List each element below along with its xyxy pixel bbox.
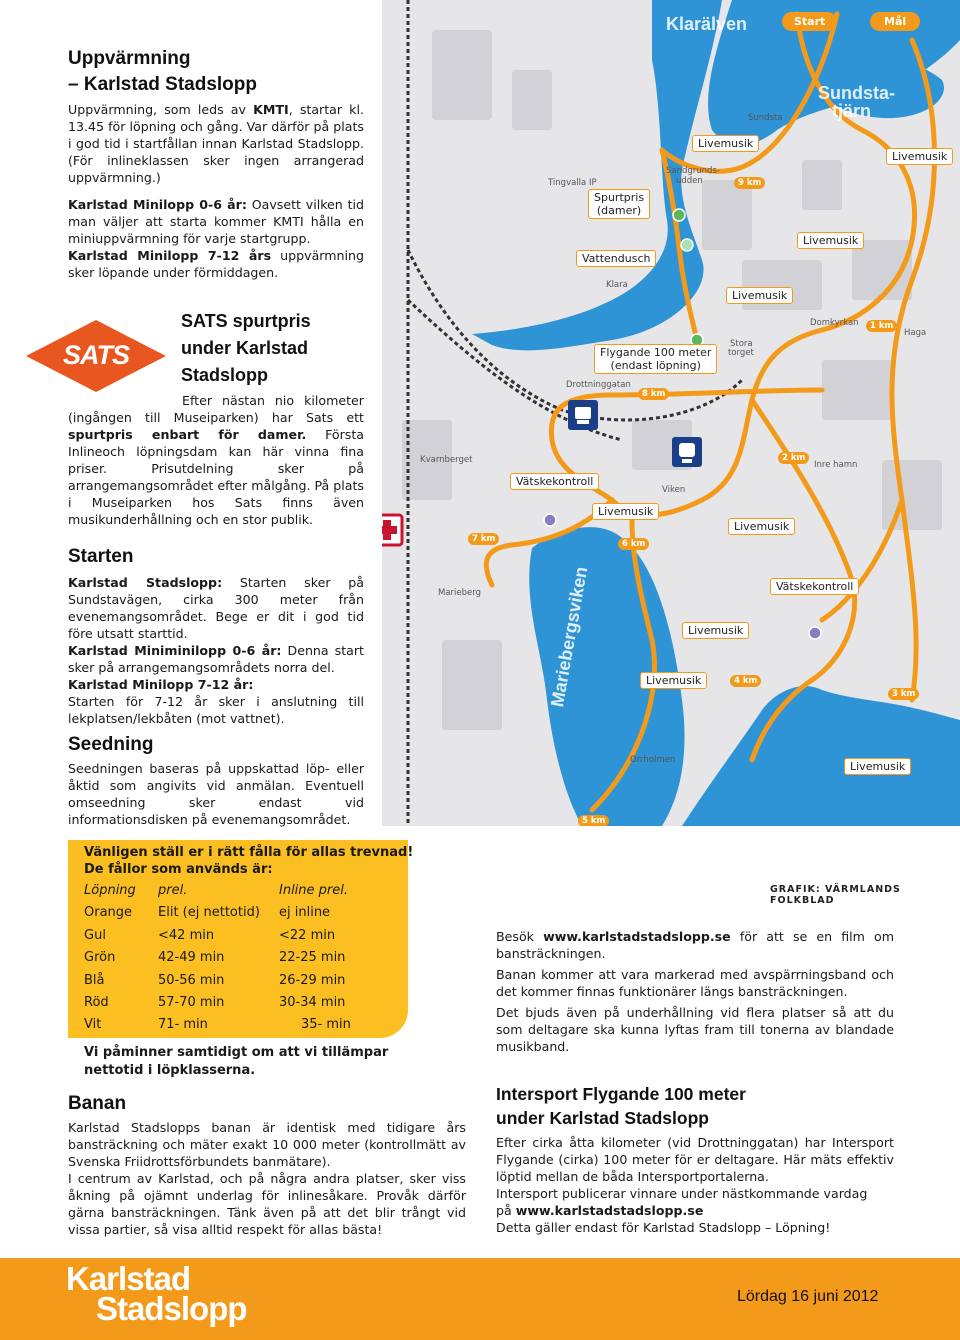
table-row [84,902,384,924]
seeding-section [68,733,364,828]
course-title: Banan [68,1093,127,1114]
table-cell: 22-25 min [279,950,346,965]
table-cell: 42-49 min [158,950,225,965]
water-label-klaralven: Klarälven [666,14,748,34]
place-sandgrund-1: Sandgrunds- [666,166,720,176]
intersport-title-1: Intersport Flygande 100 meter [496,1084,746,1104]
place-sandgrundsudden [666,166,720,186]
table-row [84,925,384,947]
footer-logo [66,1260,247,1327]
course-paragraph-1: Karlstad Stadslopps banan är identisk med tidigare års bansträckning och mäter exakt 10 000 meter (kontrollmätt av Svenska Friidrottsförbundets banmätare). [68,1120,466,1169]
label-livemusik: Livemusik [844,758,911,775]
label-livemusik: Livemusik [592,503,659,520]
seeding-title: Seedning [68,734,154,755]
sats-title-3: Stadslopp [181,365,269,385]
intersport-section [496,1082,894,1236]
first-aid-icon [382,515,402,545]
warmup-title-2: – Karlstad Stadslopp [68,74,257,95]
label-livemusik: Livemusik [692,135,759,152]
place-stora-1: Stora [730,339,753,349]
start-paragraph-3: Karlstad Minilopp 7-12 år: Starten för 7-12 år sker i anslutning till lekplatsen/lekbåten (mot vattnet). [68,677,364,726]
label-flygande [594,344,717,374]
info-paragraph-1: Besök www.karlstadstadslopp.se för att se en film om bansträckningen. [496,929,895,961]
bus-icon [568,400,598,430]
corral-intro [84,844,413,878]
header-prel: prel. [158,883,188,898]
course-section [68,1092,466,1238]
place-stora-torget [728,340,754,358]
place-kvarnberget: Kvarnberget [420,455,473,465]
km-marker-2: 2 km [778,452,809,464]
warmup-paragraph-2: Karlstad Minilopp 0-6 år: Oavsett vilken tid man väljer att starta kommer KMTI hålla en miniuppvärmning för varje startgrupp. [68,197,364,246]
corral-table [84,880,384,1040]
label-flygande-2: (endast löpning) [610,359,701,372]
sats-section [68,392,364,528]
label-spurtpris-2: (damer) [596,204,642,217]
footer-logo-line-2: Stadslopp [96,1290,247,1327]
km-marker-3: 3 km [888,688,919,700]
table-cell: <42 min [158,927,215,943]
km-marker-7: 7 km [468,533,499,545]
sats-title [181,308,371,389]
place-orrholmen: Orrholmen [630,755,676,765]
seeding-paragraph: Seedningen baseras på uppskattad löp- eller åktid som angivits vid anmälan. Eventuell omseedning sker endast vid informationsdisken på evenemangsområdet. [68,761,364,827]
table-cell: Orange [84,905,133,920]
place-viken: Viken [662,485,686,495]
water-label-mariebergsviken: Mariebergsviken [547,565,592,709]
table-cell: <22 min [279,927,336,943]
km-marker-1: 1 km [866,320,897,332]
place-domkyrkan: Domkyrkan [810,318,859,328]
map-graphics [382,0,960,826]
water-label-tjarn: tjärn [832,101,872,121]
course-paragraph-2: I centrum av Karlstad, och på några andra platser, sker viss åkning på ojämnt underlag för inlinesåkare. Provåk därför gärna bansträckningen. Tänk även på att det blir trångt vid vissa partier, så visa alltid respekt för allas bästa! [68,1171,466,1237]
intersport-paragraph: Efter cirka åtta kilometer (vid Drottninggatan) har Intersport Flygande (cirka) 100 meter för er deltagare. Här mäts effektiv löptid mellan de båda Intersportportalerna. [496,1135,894,1184]
sats-logo-text: SATS [62,340,129,370]
table-cell: Vit [84,1017,102,1032]
warmup-paragraph-3: Karlstad Minilopp 7-12 års uppvärmning sker löpande under förmiddagen. [68,248,364,280]
start-section [68,545,364,727]
place-haga: Haga [904,328,927,338]
table-row [84,992,384,1014]
label-livemusik: Livemusik [726,287,793,304]
table-row [84,1014,384,1036]
label-livemusik: Livemusik [728,518,795,535]
table-cell: 71- min [158,1017,208,1032]
label-spurtpris [588,189,650,219]
table-cell: Gul [84,927,106,943]
km-marker-9: 9 km [734,177,765,189]
label-vattendusch: Vattendusch [576,250,656,267]
shower-icon [672,437,702,467]
water-label-sundsta: Sundsta- [818,83,896,103]
footer-date: Lördag 16 juni 2012 [737,1288,879,1305]
website-link[interactable]: www.karlstadstadslopp.se [543,929,731,944]
place-sundsta: Sundsta [748,113,783,123]
table-cell: 50-56 min [158,972,225,988]
info-paragraph-3: Det bjuds även på underhållning vid flera platser så att du som deltagare ska kunna lyftas fram till tonerna av blandade musikband. [496,1005,894,1054]
km-marker-8: 8 km [638,388,669,400]
intersport-website: på www.karlstadstadslopp.se [496,1203,704,1218]
header-inline: Inline prel. [279,883,349,898]
label-vatskekontroll: Vätskekontroll [770,578,859,595]
table-row [84,947,384,969]
place-klara: Klara [606,280,628,290]
label-livemusik: Livemusik [886,148,953,165]
label-flygande-1: Flygande 100 meter [600,346,712,359]
place-inre-hamn: Inre hamn [814,460,858,470]
table-cell: 57-70 min [158,995,225,1010]
label-vatskekontroll: Vätskekontroll [510,473,599,490]
intersport-title-2: under Karlstad Stadslopp [496,1108,709,1128]
intersport-note: Detta gäller endast för Karlstad Stadslopp – Löpning! [496,1220,831,1235]
warmup-paragraph-1: Uppvärmning, som leds av KMTI, startar kl. 13.45 för löpning och gång. Var därför på plats i god tid i startfållan innan Karlstad Stadslopp. (För inlineklassen sker ingen arrangerad uppvärmning.) [68,102,364,185]
table-row [84,970,384,992]
warmup-section [68,46,364,281]
corral-intro-1: Vänligen ställ er i rätt fålla för allas trevnad! [84,845,414,860]
place-drottninggatan: Drottninggatan [566,380,631,390]
km-marker-6: 6 km [618,538,649,550]
place-sandgrund-2: udden [676,176,703,186]
info-paragraph-2: Banan kommer att vara markerad med avspärrningsband och det kommer finnas funktionärer längs bansträckningen. [496,967,894,999]
label-livemusik: Livemusik [682,622,749,639]
table-cell: Elit (ej nettotid) [158,905,260,920]
table-cell: ej inline [279,905,331,920]
warmup-title-1: Uppvärmning [68,48,191,69]
start-marker: Start [782,12,837,31]
sats-logo [22,316,170,396]
table-cell: Röd [84,995,109,1010]
label-spurtpris-1: Spurtpris [594,191,645,204]
graphics-credit: GRAFIK: VÄRMLANDS FOLKBLAD [770,884,901,906]
place-tingvalla: Tingvalla IP [548,178,597,188]
table-cell: 30-34 min [279,995,346,1010]
corral-intro-2: De fållor som används är: [84,862,273,877]
table-cell: 26-29 min [279,972,346,988]
table-cell: Grön [84,950,116,965]
km-marker-4: 4 km [730,675,761,687]
footer-logo-line-1: Karlstad [66,1260,191,1297]
label-livemusik: Livemusik [797,232,864,249]
goal-marker: Mål [870,12,920,31]
water-label-sundstatjarn [818,84,895,120]
sats-title-2: under Karlstad [181,338,309,358]
start-title: Starten [68,546,134,567]
km-marker-5: 5 km [578,815,609,826]
info-section [496,928,894,1055]
course-map [382,0,960,826]
start-paragraph-1: Karlstad Stadslopp: Starten sker på Sundstavägen, cirka 300 meter från evenemangsområdet. Bege er dit i god tid före utsatt starttid. [68,575,365,641]
table-cell: Blå [84,972,105,988]
place-marieberg: Marieberg [438,588,481,598]
label-livemusik: Livemusik [640,672,707,689]
sats-paragraph: Efter nästan nio kilometer (ingången till Museiparken) har Sats ett spurtpris enbart för damer. Första Inlineoch löpningsdam kan här vinna fina priser. Prisutdelning sker på arrangemangsområdet efter målgång. På plats i Museiparken hos Sats finns även musikunderhållning och en stor publik. [68,393,364,527]
table-cell: 35- min [301,1017,351,1032]
net-time-note: Vi påminner samtidigt om att vi tillämpar nettotid i löpklasserna. [84,1045,389,1078]
place-stora-2: torget [728,348,754,358]
start-paragraph-2: Karlstad Miniminilopp 0-6 år: Denna start sker på arrangemangsområdets norra del. [68,643,364,675]
sats-title-1: SATS spurtpris [181,311,311,331]
header-lopning: Löpning [84,883,136,898]
intersport-publish-text: Intersport publicerar vinnare under nästkommande vardag [496,1186,868,1201]
website-link[interactable]: www.karlstadstadslopp.se [515,1203,704,1218]
corral-table-header [84,880,384,902]
